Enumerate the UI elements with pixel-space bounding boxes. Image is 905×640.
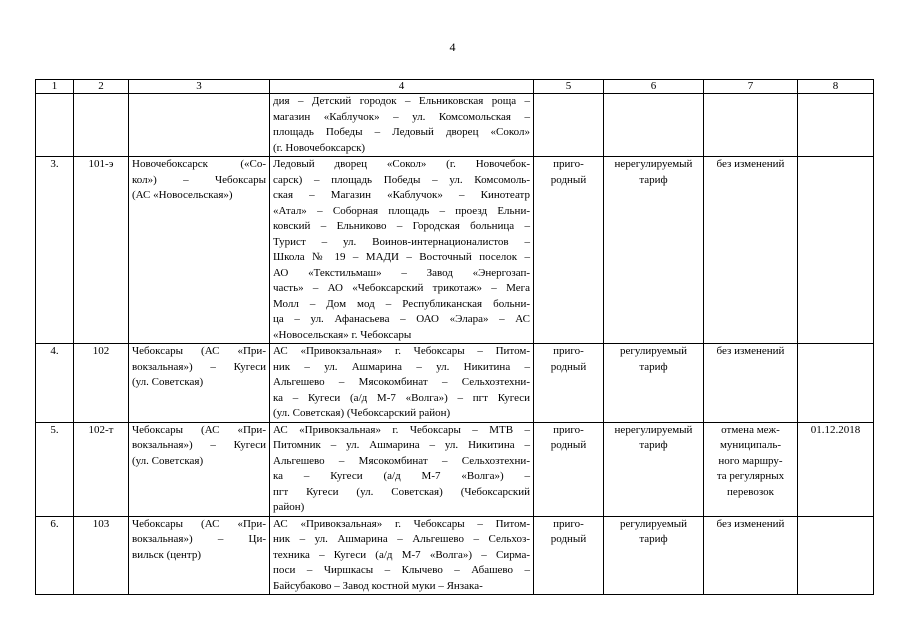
column-number: 6 (604, 80, 704, 94)
path-line: район) (273, 501, 305, 513)
column-number-row (36, 80, 874, 94)
path-line: ская – Магазин «Каблучок» – Кинотеатр (273, 189, 530, 201)
empty-cell (36, 94, 74, 157)
path-line: техника – Кугеси (а/д М-7 «Волга») – Сирма- (273, 548, 530, 561)
table-row (36, 157, 874, 344)
routes-table (35, 79, 874, 595)
column-number: 3 (129, 80, 270, 94)
empty-cell (798, 94, 874, 157)
path-line: площадь Победы – Ледовый дворец «Сокол» (273, 126, 530, 138)
route-name-cell (129, 516, 270, 595)
empty-cell (74, 94, 129, 157)
change-line: без изменений (716, 345, 785, 357)
column-number: 2 (74, 80, 129, 94)
path-line: ка – Кугеси (а/д М-7 «Волга») – пгт Кугеси (273, 391, 530, 404)
route-number-cell: 103 (74, 516, 129, 595)
route-type-line: приго- (553, 423, 584, 436)
route-name-line: (АС «Новосельская») (132, 189, 233, 201)
tariff-cell (604, 422, 704, 516)
path-line: (ул. Советская) (Чебоксарский район) (273, 407, 451, 419)
tariff-cell (604, 344, 704, 423)
change-line: без изменений (716, 158, 785, 170)
path-line: ник – ул. Ашмарина – Альгешево – Сельхоз- (273, 533, 530, 545)
tariff-line: регулируемый (619, 345, 688, 357)
tariff-line: нерегулируемый (614, 158, 693, 170)
route-number-cell: 102 (74, 344, 129, 423)
path-line: пгт Кугеси (ул. Советская) (Чебоксарский (273, 485, 530, 498)
path-line: «Атал» – Соборная площадь – проезд Ельни- (273, 204, 530, 217)
path-line: ка – Кугеси (а/д М-7 «Волга») – (273, 470, 530, 482)
change-line: муниципаль- (719, 439, 782, 451)
column-number: 4 (270, 80, 534, 94)
tariff-cell (604, 157, 704, 344)
path-cell (270, 157, 534, 344)
path-line: Питомник – ул. Ашмарина – ул. Никитина – (273, 439, 530, 451)
path-line: АС «Привокзальная» г. Чебоксары – Питом- (273, 345, 530, 357)
change-cell (704, 516, 798, 595)
tariff-line: тариф (639, 533, 668, 545)
tariff-cell (604, 516, 704, 595)
date-cell (798, 157, 874, 344)
path-line: АС «Привокзальная» г. Чебоксары – Питом- (273, 517, 530, 530)
path-line: Школа № 19 – МАДИ – Восточный поселок – (273, 251, 530, 263)
tariff-line: тариф (639, 173, 668, 186)
path-line: «Новосельская» г. Чебоксары (273, 328, 412, 341)
change-line: перевозок (727, 485, 774, 498)
path-cell (270, 94, 534, 157)
row-number-cell: 3. (36, 157, 74, 344)
route-name-line: Чебоксары (АС «При- (132, 345, 266, 357)
route-type-line: приго- (553, 158, 584, 170)
path-line: Молл – Дом мод – Республиканская больни- (273, 297, 530, 310)
path-line: Альгешево – Мясокомбинат – Сельхозтехни- (273, 376, 530, 388)
route-type-line: родный (550, 439, 587, 451)
path-cell (270, 344, 534, 423)
date-cell (798, 344, 874, 423)
path-line: АО «Текстильмаш» – Завод «Энергозап- (273, 266, 530, 279)
route-name-line: (ул. Советская) (132, 376, 204, 388)
route-type-cell (534, 422, 604, 516)
route-type-line: приго- (553, 517, 584, 530)
change-cell (704, 344, 798, 423)
route-number-cell: 101-э (74, 157, 129, 344)
route-name-line: Чебоксары (АС «При- (132, 517, 266, 530)
date-cell: 01.12.2018 (798, 422, 874, 516)
path-line: Турист – ул. Воинов-интернационалистов – (273, 235, 530, 248)
column-number: 8 (798, 80, 874, 94)
column-number: 1 (36, 80, 74, 94)
path-cell (270, 516, 534, 595)
path-line: сарск) – площадь Победы – ул. Комсомоль- (273, 173, 530, 186)
path-line: (г. Новочебоксарск) (273, 141, 366, 154)
route-type-cell (534, 516, 604, 595)
path-cell (270, 422, 534, 516)
path-line: дия – Детский городок – Ельниковская роща – (273, 95, 530, 107)
route-name-line: вокзальная») – Кугеси (132, 439, 266, 451)
page-number: 4 (449, 40, 456, 54)
date-cell (798, 516, 874, 595)
tariff-line: тариф (639, 360, 668, 373)
empty-cell (704, 94, 798, 157)
route-name-cell (129, 157, 270, 344)
change-cell (704, 157, 798, 344)
route-name-line: (ул. Советская) (132, 454, 204, 467)
route-type-line: родный (550, 173, 587, 186)
row-number-cell: 4. (36, 344, 74, 423)
path-line: Ледовый дворец «Сокол» (г. Новочебок- (273, 158, 530, 170)
route-type-cell (534, 157, 604, 344)
column-number: 7 (704, 80, 798, 94)
route-type-line: родный (550, 360, 587, 373)
path-line: часть» – АО «Чебоксарский трикотаж» – Мега (273, 282, 530, 294)
path-line: магазин «Каблучок» – ул. Комсомольская – (273, 110, 530, 123)
route-name-line: Новочебоксарск («Со- (132, 158, 266, 170)
route-type-line: приго- (553, 345, 584, 357)
path-line: ник – ул. Ашмарина – ул. Никитина – (273, 360, 530, 373)
column-number: 5 (534, 80, 604, 94)
tariff-line: нерегулируемый (614, 423, 693, 436)
path-line: поси – Чиршкасы – Клычево – Абашево – (273, 564, 530, 576)
change-cell (704, 422, 798, 516)
row-number-cell: 5. (36, 422, 74, 516)
path-line: ца – ул. Афанасьева – ОАО «Элара» – АС (273, 313, 530, 325)
table-row (36, 344, 874, 423)
route-name-line: кол») – Чебоксары (132, 173, 266, 186)
route-name-line: Чебоксары (АС «При- (132, 423, 266, 436)
path-line: Байсубаково – Завод костной муки – Янзака- (273, 579, 483, 592)
route-type-cell (534, 344, 604, 423)
path-line: Альгешево – Мясокомбинат – Сельхозтехни- (273, 454, 530, 467)
empty-cell (604, 94, 704, 157)
row-number-cell: 6. (36, 516, 74, 595)
change-line: та регулярных (716, 470, 785, 482)
route-type-line: родный (550, 533, 587, 545)
route-number-cell: 102-т (74, 422, 129, 516)
route-name-line: вильск (центр) (132, 548, 201, 561)
tariff-line: регулируемый (619, 517, 688, 530)
route-name-cell (129, 422, 270, 516)
continuation-row (36, 94, 874, 157)
empty-cell (129, 94, 270, 157)
change-line: без изменений (716, 517, 785, 530)
path-line: ковский – Ельниково – Городская больница – (273, 220, 530, 232)
change-line: ного маршру- (718, 454, 783, 467)
empty-cell (534, 94, 604, 157)
change-line: отмена меж- (721, 423, 780, 436)
table-row (36, 422, 874, 516)
route-name-line: вокзальная») – Ци- (132, 533, 266, 545)
route-name-line: вокзальная») – Кугеси (132, 360, 266, 373)
route-name-cell (129, 344, 270, 423)
tariff-line: тариф (639, 439, 668, 451)
path-line: АС «Привокзальная» г. Чебоксары – МТВ – (273, 423, 530, 436)
table-row (36, 516, 874, 595)
